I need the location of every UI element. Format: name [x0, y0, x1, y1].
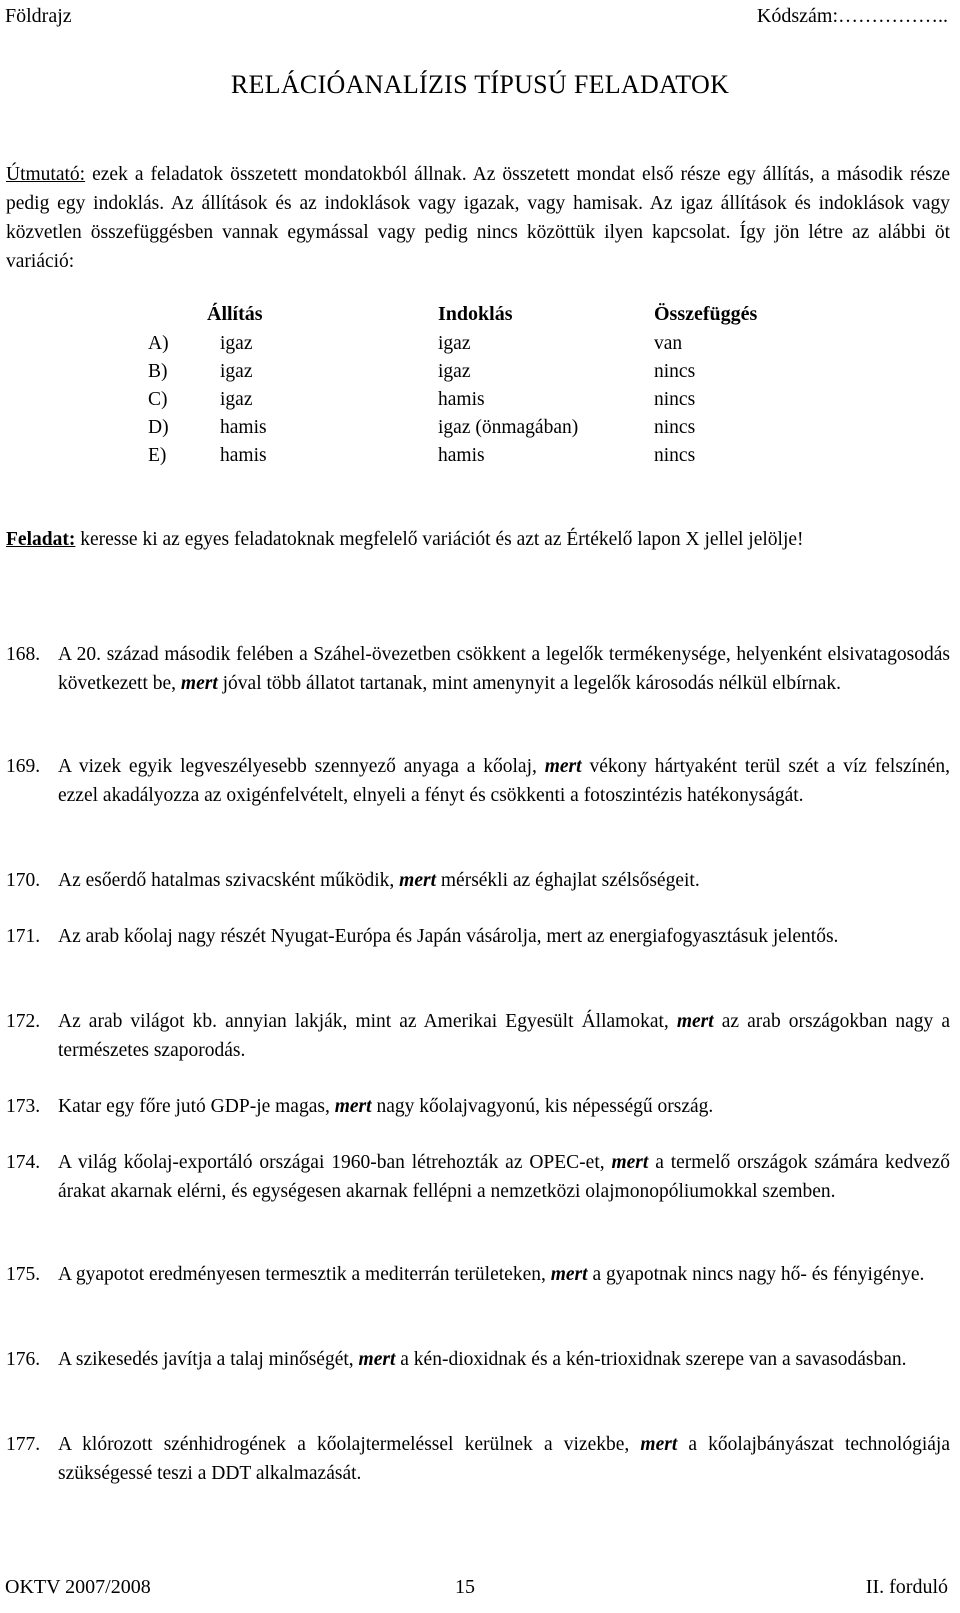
question-mert: mert [550, 1264, 588, 1285]
intro-label: Útmutató: [6, 164, 86, 185]
table-cell-indoklas: hamis [438, 445, 485, 466]
table-cell-allitas: hamis [220, 445, 267, 466]
question-statement: Az esőerdő hatalmas szivacsként működik, [58, 870, 395, 891]
question-172 [6, 1007, 950, 1065]
footer-page-number: 15 [455, 1576, 475, 1598]
question-number: 172. [6, 1011, 41, 1032]
question-mert: mert [544, 756, 582, 777]
question-statement: Az arab világot kb. annyian lakják, mint az Amerikai Egyesült Államokat, [58, 1011, 669, 1032]
question-reason: jóval több állatot tartanak, mint amenynyit a legelők károsodás nélkül elbírnak. [222, 673, 842, 694]
question-number: 173. [6, 1096, 41, 1117]
table-cell-indoklas: hamis [438, 389, 485, 410]
question-text [58, 1430, 950, 1488]
question-170 [6, 866, 950, 895]
question-number: 174. [6, 1152, 41, 1173]
question-177 [6, 1430, 950, 1488]
table-row [0, 385, 960, 414]
table-header-row [0, 300, 960, 329]
question-statement: A 20. század második felében a Száhel-övezetben csökkent a legelők termékenysége, helyenként elsivatagosodás következett be, [58, 644, 950, 694]
table-cell-osszefugges: nincs [654, 445, 696, 466]
question-statement: A szikesedés javítja a talaj minőségét, [58, 1349, 354, 1370]
question-mert: mert [358, 1349, 396, 1370]
question-text [58, 866, 950, 895]
question-mert: mert [676, 1011, 714, 1032]
table-cell-letter: B) [148, 361, 168, 382]
question-reason: a kőolajbányászat technológiája szükségessé teszi a DDT alkalmazását. [58, 1434, 950, 1484]
task-paragraph [6, 525, 950, 554]
question-text [58, 1260, 950, 1289]
table-cell-osszefugges: van [654, 333, 683, 354]
question-reason: nagy kőolajvagyonú, kis népességű ország. [376, 1096, 714, 1117]
task-label: Feladat: [6, 529, 76, 550]
question-text [58, 640, 950, 698]
question-text [58, 1345, 950, 1374]
table-row [0, 441, 960, 470]
question-text [58, 752, 950, 810]
question-text [58, 1007, 950, 1065]
question-reason: a kén-dioxidnak és a kén-trioxidnak szerepe van a savasodásban. [400, 1349, 907, 1370]
question-number: 177. [6, 1434, 41, 1455]
header-subject: Földrajz [5, 5, 72, 27]
question-mert: mert [180, 673, 218, 694]
footer-round: II. forduló [865, 1576, 948, 1598]
question-mert: mert [640, 1434, 678, 1455]
question-reason: a gyapotnak nincs nagy hő- és fényigénye. [592, 1264, 925, 1285]
table-header-indoklas: Indoklás [438, 303, 513, 325]
header-code-label: Kódszám:…………….. [756, 5, 948, 27]
question-174 [6, 1148, 950, 1206]
question-169 [6, 752, 950, 810]
page-title: RELÁCIÓANALÍZIS TÍPUSÚ FELADATOK [230, 70, 730, 99]
table-cell-osszefugges: nincs [654, 361, 696, 382]
table-cell-allitas: hamis [220, 417, 267, 438]
question-reason: vékony hártyaként terül szét a víz felszínén, ezzel akadályozza az oxigénfelvételt, elnyeli a fényt és csökkenti a fotoszintézis hatékonyságát. [58, 756, 951, 806]
question-number: 169. [6, 756, 41, 777]
question-reason: az arab országokban nagy a természetes szaporodás. [58, 1011, 951, 1061]
question-statement: Az arab kőolaj nagy részét Nyugat-Európa és Japán vásárolja, mert az energiafogyasztásuk jelentős. [58, 926, 839, 947]
intro-text: ezek a feladatok összetett mondatokból állnak. Az összetett mondat első része egy állítás, a második része pedig egy indoklás. Az állítások és az indoklások vagy igazak, vagy hamisak. Az igaz állítások és indoklások vagy közvetlen összefüggésben vannak egymással vagy pedig nincs közöttük ilyen kapcsolat. Így jön létre az alábbi öt variáció: [6, 164, 950, 272]
table-cell-letter: A) [148, 333, 169, 354]
table-cell-allitas: igaz [220, 389, 253, 410]
question-number: 176. [6, 1349, 41, 1370]
table-cell-indoklas: igaz [438, 361, 471, 382]
question-statement: A világ kőolaj-exportáló országai 1960-ban létrehozták az OPEC-et, [58, 1152, 605, 1173]
task-text: keresse ki az egyes feladatoknak megfelelő variációt és azt az Értékelő lapon X jellel jelölje! [80, 529, 804, 550]
table-cell-letter: D) [148, 417, 169, 438]
question-mert: mert [611, 1152, 649, 1173]
question-171 [6, 922, 950, 951]
question-number: 171. [6, 926, 41, 947]
table-cell-osszefugges: nincs [654, 389, 696, 410]
question-mert: mert [399, 870, 436, 891]
table-cell-allitas: igaz [220, 361, 253, 382]
question-173 [6, 1092, 950, 1121]
table-cell-osszefugges: nincs [654, 417, 696, 438]
question-168 [6, 640, 950, 698]
question-statement: A vizek egyik legveszélyesebb szennyező anyaga a kőolaj, [58, 756, 537, 777]
question-statement: Katar egy főre jutó GDP-je magas, [58, 1096, 330, 1117]
question-text [58, 1148, 950, 1206]
question-text [58, 1092, 950, 1121]
question-number: 168. [6, 644, 41, 665]
question-number: 175. [6, 1264, 41, 1285]
table-cell-allitas: igaz [220, 333, 253, 354]
footer-competition: OKTV 2007/2008 [5, 1576, 151, 1598]
table-header-osszefugges: Összefüggés [654, 303, 758, 325]
question-reason: mérsékli az éghajlat szélsőségeit. [440, 870, 700, 891]
question-176 [6, 1345, 950, 1374]
table-cell-letter: E) [148, 445, 167, 466]
question-statement: A gyapotot eredményesen termesztik a mediterrán területeken, [58, 1264, 546, 1285]
question-175 [6, 1260, 950, 1289]
question-text [58, 922, 950, 951]
question-reason: a termelő országok számára kedvező árakat akarnak elérni, és egységesen akarnak fellépni a nemzetközi olajmonopóliumokkal szemben. [58, 1152, 951, 1202]
table-row [0, 329, 960, 358]
intro-paragraph [6, 160, 950, 276]
question-statement: A klórozott szénhidrogének a kőolajtermeléssel kerülnek a vizekbe, [58, 1434, 630, 1455]
table-row [0, 413, 960, 442]
question-mert: mert [334, 1096, 372, 1117]
table-row [0, 357, 960, 386]
table-cell-indoklas: igaz [438, 333, 471, 354]
table-cell-letter: C) [148, 389, 168, 410]
table-header-allitas: Állítás [207, 303, 263, 325]
question-number: 170. [6, 870, 41, 891]
table-cell-indoklas: igaz (önmagában) [438, 417, 579, 438]
